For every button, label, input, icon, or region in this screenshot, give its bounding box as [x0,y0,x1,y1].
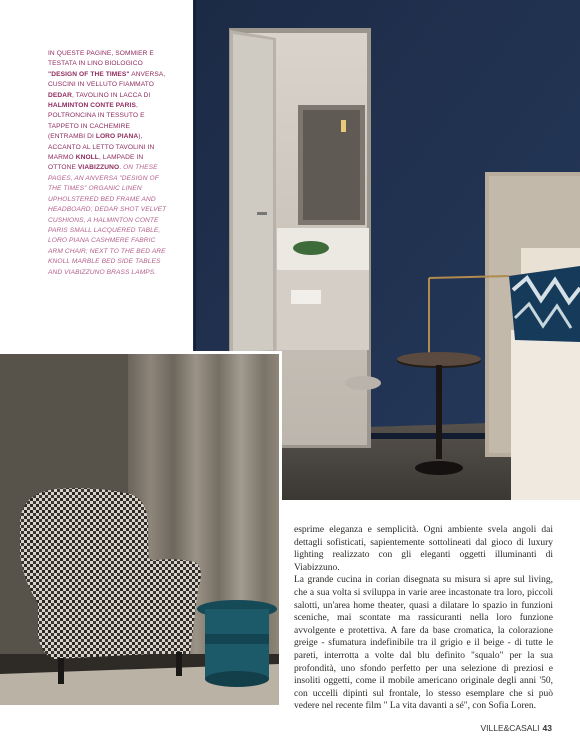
magazine-name: VILLE&CASALI [480,723,540,733]
article-paragraph: La grande cucina in corian disegnata su misura si apre sul living, che a sua volta si sviluppa in varie aree incastonate tra loro, piccoli salotti, un'area home theater, quasi a dilatare lo spazio in funzioni sceniche, mai scontate ma rassicuranti nella loro funzione avvolgente e protettiva. A fare da base cromatica, la colorazione greige - sfumatura indefinibile tra il grigio e il beige - di tutte le pareti, interrotta a volte dal blu definito "squalo" per la sua profondità, uno sfondo perfetto per una selezione di preziosi e insoliti oggetti, come il mobile americano originale degli anni '50, con uccelli dipinti sul frontale, lo stesso esemplare che si può vedere nel recente film " La vita davanti a sé", con Sofia Loren. [294,575,553,712]
caption-text: ANVERSA, CUSCINI IN VELLUTO FIAMMATO [48,70,166,89]
caption-brand: LORO PIANA [95,133,139,141]
armchair-photo [0,351,282,705]
page-folio [480,723,552,733]
caption-text: IN QUESTE PAGINE, SOMMIER E TESTATA IN LINO BIOLOGICO [48,50,154,68]
page-number: 43 [542,723,552,733]
caption-english: ON THESE PAGES, AN ANVERSA "DESIGN OF THE TIMES" ORGANIC LINEN UPHOLSTERED BED FRAME AND HEADBOARD; DEDAR SHOT VELVET CUSHIONS, A HALMINTON CONTE PARIS SMALL LACQUERED TABLE, LORO PIANA CASHMERE FABRIC ARM CHAIR; NEXT TO THE BED ARE KNOLL MARBLE BED SIDE TABLES AND VIABIZZUNO BRASS LAMPS. [48,164,167,276]
caption-text: , POLTRONCINA IN TESSUTO E TAPPETO IN CACHEMIRE (ENTRAMBI DI [48,102,145,141]
caption-brand: KNOLL [75,154,99,162]
armchair-illustration [0,354,279,705]
caption-brand: VIABIZZUNO [77,164,120,172]
photo-caption [48,49,168,278]
article-body [294,524,553,713]
caption-italian [48,50,165,171]
caption-text: ), ACCANTO AL LETTO TAVOLINI IN MARMO [48,133,155,162]
caption-text: . [119,164,122,172]
caption-brand: DEDAR [48,91,72,99]
caption-text: , TAVOLINO IN LACCA DI [71,91,151,99]
caption-brand: HALMINTON CONTE PARIS [48,102,136,110]
caption-text: , LAMPADE IN OTTONE [48,154,144,172]
caption-brand: "DESIGN OF THE TIMES" [48,70,130,78]
article-paragraph: esprime eleganza e semplicità. Ogni ambiente svela angoli dai dettagli sofisticati, sapientemente sottolineati dal gioco di luxury lighting realizzato con gli eleganti oggetti illuminanti di Viabizzuno. [294,525,553,573]
